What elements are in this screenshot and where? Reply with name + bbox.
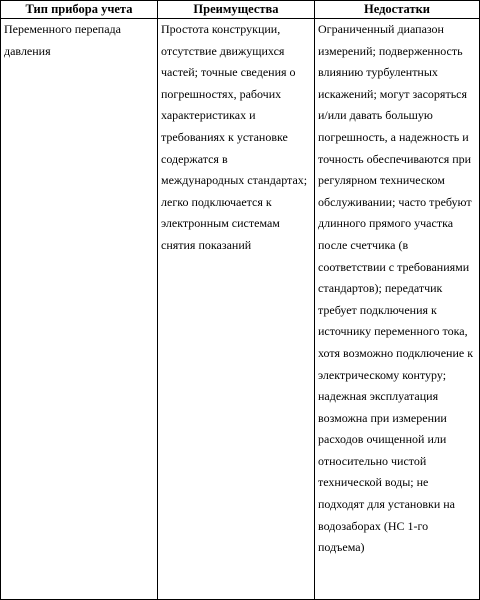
table-body: [1, 19, 480, 600]
column-header-advantages: Преимущества: [158, 1, 315, 19]
column-header-meter-type: Тип прибора учета: [1, 1, 158, 19]
cell-advantages: Простота конструкции, отсутствие движущихся частей; точные сведения о погрешностях, рабочих характеристиках и требованиях к установке содержатся в международных стандартах; легко подключается к электронным системам снятия показаний: [158, 19, 315, 600]
table-row: [1, 19, 480, 600]
cell-meter-type: Переменного перепада давления: [1, 19, 158, 600]
cell-disadvantages: Ограниченный диапазон измерений; подверженность влиянию турбулентных искажений; могут засоряться и/или давать большую погрешность, а надежность и точность обеспечиваются при регулярном техническом обслуживании; часто требуют длинного прямого участка после счетчика (в соответствии с требованиями стандартов); передатчик требует подключения к источнику переменного тока, хотя возможно подключение к электрическому контуру; надежная эксплуатация возможна при измерении расходов очищенной или относительно чистой технической воды; не подходят для установки на водозаборах (НС 1-го подъема): [315, 19, 480, 600]
column-header-disadvantages: Недостатки: [315, 1, 480, 19]
table-header: [1, 1, 480, 19]
header-row: [1, 1, 480, 19]
